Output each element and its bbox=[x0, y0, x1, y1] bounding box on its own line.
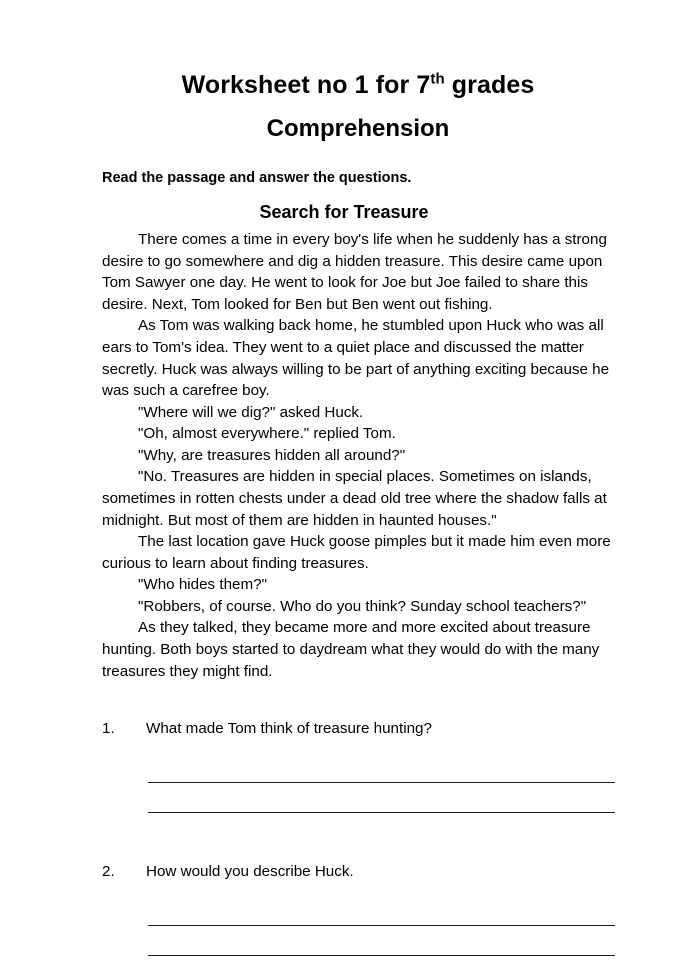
answer-line[interactable] bbox=[148, 753, 615, 783]
answer-line[interactable] bbox=[148, 896, 615, 926]
question-text: How would you describe Huck. bbox=[146, 863, 354, 881]
page-title-prefix: Worksheet no 1 for 7 bbox=[181, 71, 431, 99]
question-item bbox=[102, 863, 614, 956]
instruction-text: Read the passage and answer the questions. bbox=[102, 170, 412, 187]
passage-title: Search for Treasure bbox=[259, 202, 429, 223]
page-subtitle: Comprehension bbox=[266, 115, 450, 143]
question-spacer bbox=[102, 827, 614, 863]
page-title bbox=[102, 70, 614, 101]
passage-paragraph: "Oh, almost everywhere." replied Tom. bbox=[138, 425, 396, 443]
passage-paragraph: "Why, are treasures hidden all around?" bbox=[138, 446, 406, 464]
question-heading bbox=[102, 863, 614, 880]
passage-body bbox=[102, 229, 614, 682]
passage-paragraph: "Robbers, of course. Who do you think? Sunday school teachers?" bbox=[138, 597, 587, 615]
passage-paragraph: "Who hides them?" bbox=[138, 576, 267, 594]
passage-paragraph: As they talked, they became more and more excited about treasure hunting. Both boys started to daydream what they would do with the many treasures they might find. bbox=[102, 619, 600, 680]
answer-area[interactable] bbox=[102, 753, 614, 813]
page-title-suffix: grades bbox=[444, 71, 535, 99]
answer-area[interactable] bbox=[102, 896, 614, 956]
passage-paragraph: "Where will we dig?" asked Huck. bbox=[138, 403, 364, 421]
page-title-superscript: th bbox=[430, 70, 445, 88]
question-number: 1. bbox=[102, 720, 115, 738]
answer-line[interactable] bbox=[148, 926, 615, 956]
passage-paragraph: As Tom was walking back home, he stumbled upon Huck who was all ears to Tom's idea. They went to a quiet place and discussed the matter secretly. Huck was always willing to be part of anything exciting because he was such a carefree boy. bbox=[102, 317, 610, 400]
question-number: 2. bbox=[102, 863, 115, 881]
passage-paragraph: There comes a time in every boy's life when he suddenly has a strong desire to go somewhere and dig a hidden treasure. This desire came upon Tom Sawyer one day. He went to look for Joe but Joe failed to share this desire. Next, Tom looked for Ben but Ben went out fishing. bbox=[102, 231, 607, 313]
question-heading bbox=[102, 720, 614, 737]
passage-paragraph: The last location gave Huck goose pimples but it made him even more curious to learn about finding treasures. bbox=[102, 533, 611, 572]
questions-section bbox=[102, 720, 614, 956]
question-item bbox=[102, 720, 614, 813]
answer-line[interactable] bbox=[148, 783, 615, 813]
passage-paragraph: "No. Treasures are hidden in special places. Sometimes on islands, sometimes in rotten chests under a dead old tree where the shadow falls at midnight. But most of them are hidden in haunted houses." bbox=[102, 468, 607, 529]
question-text: What made Tom think of treasure hunting? bbox=[146, 720, 432, 738]
